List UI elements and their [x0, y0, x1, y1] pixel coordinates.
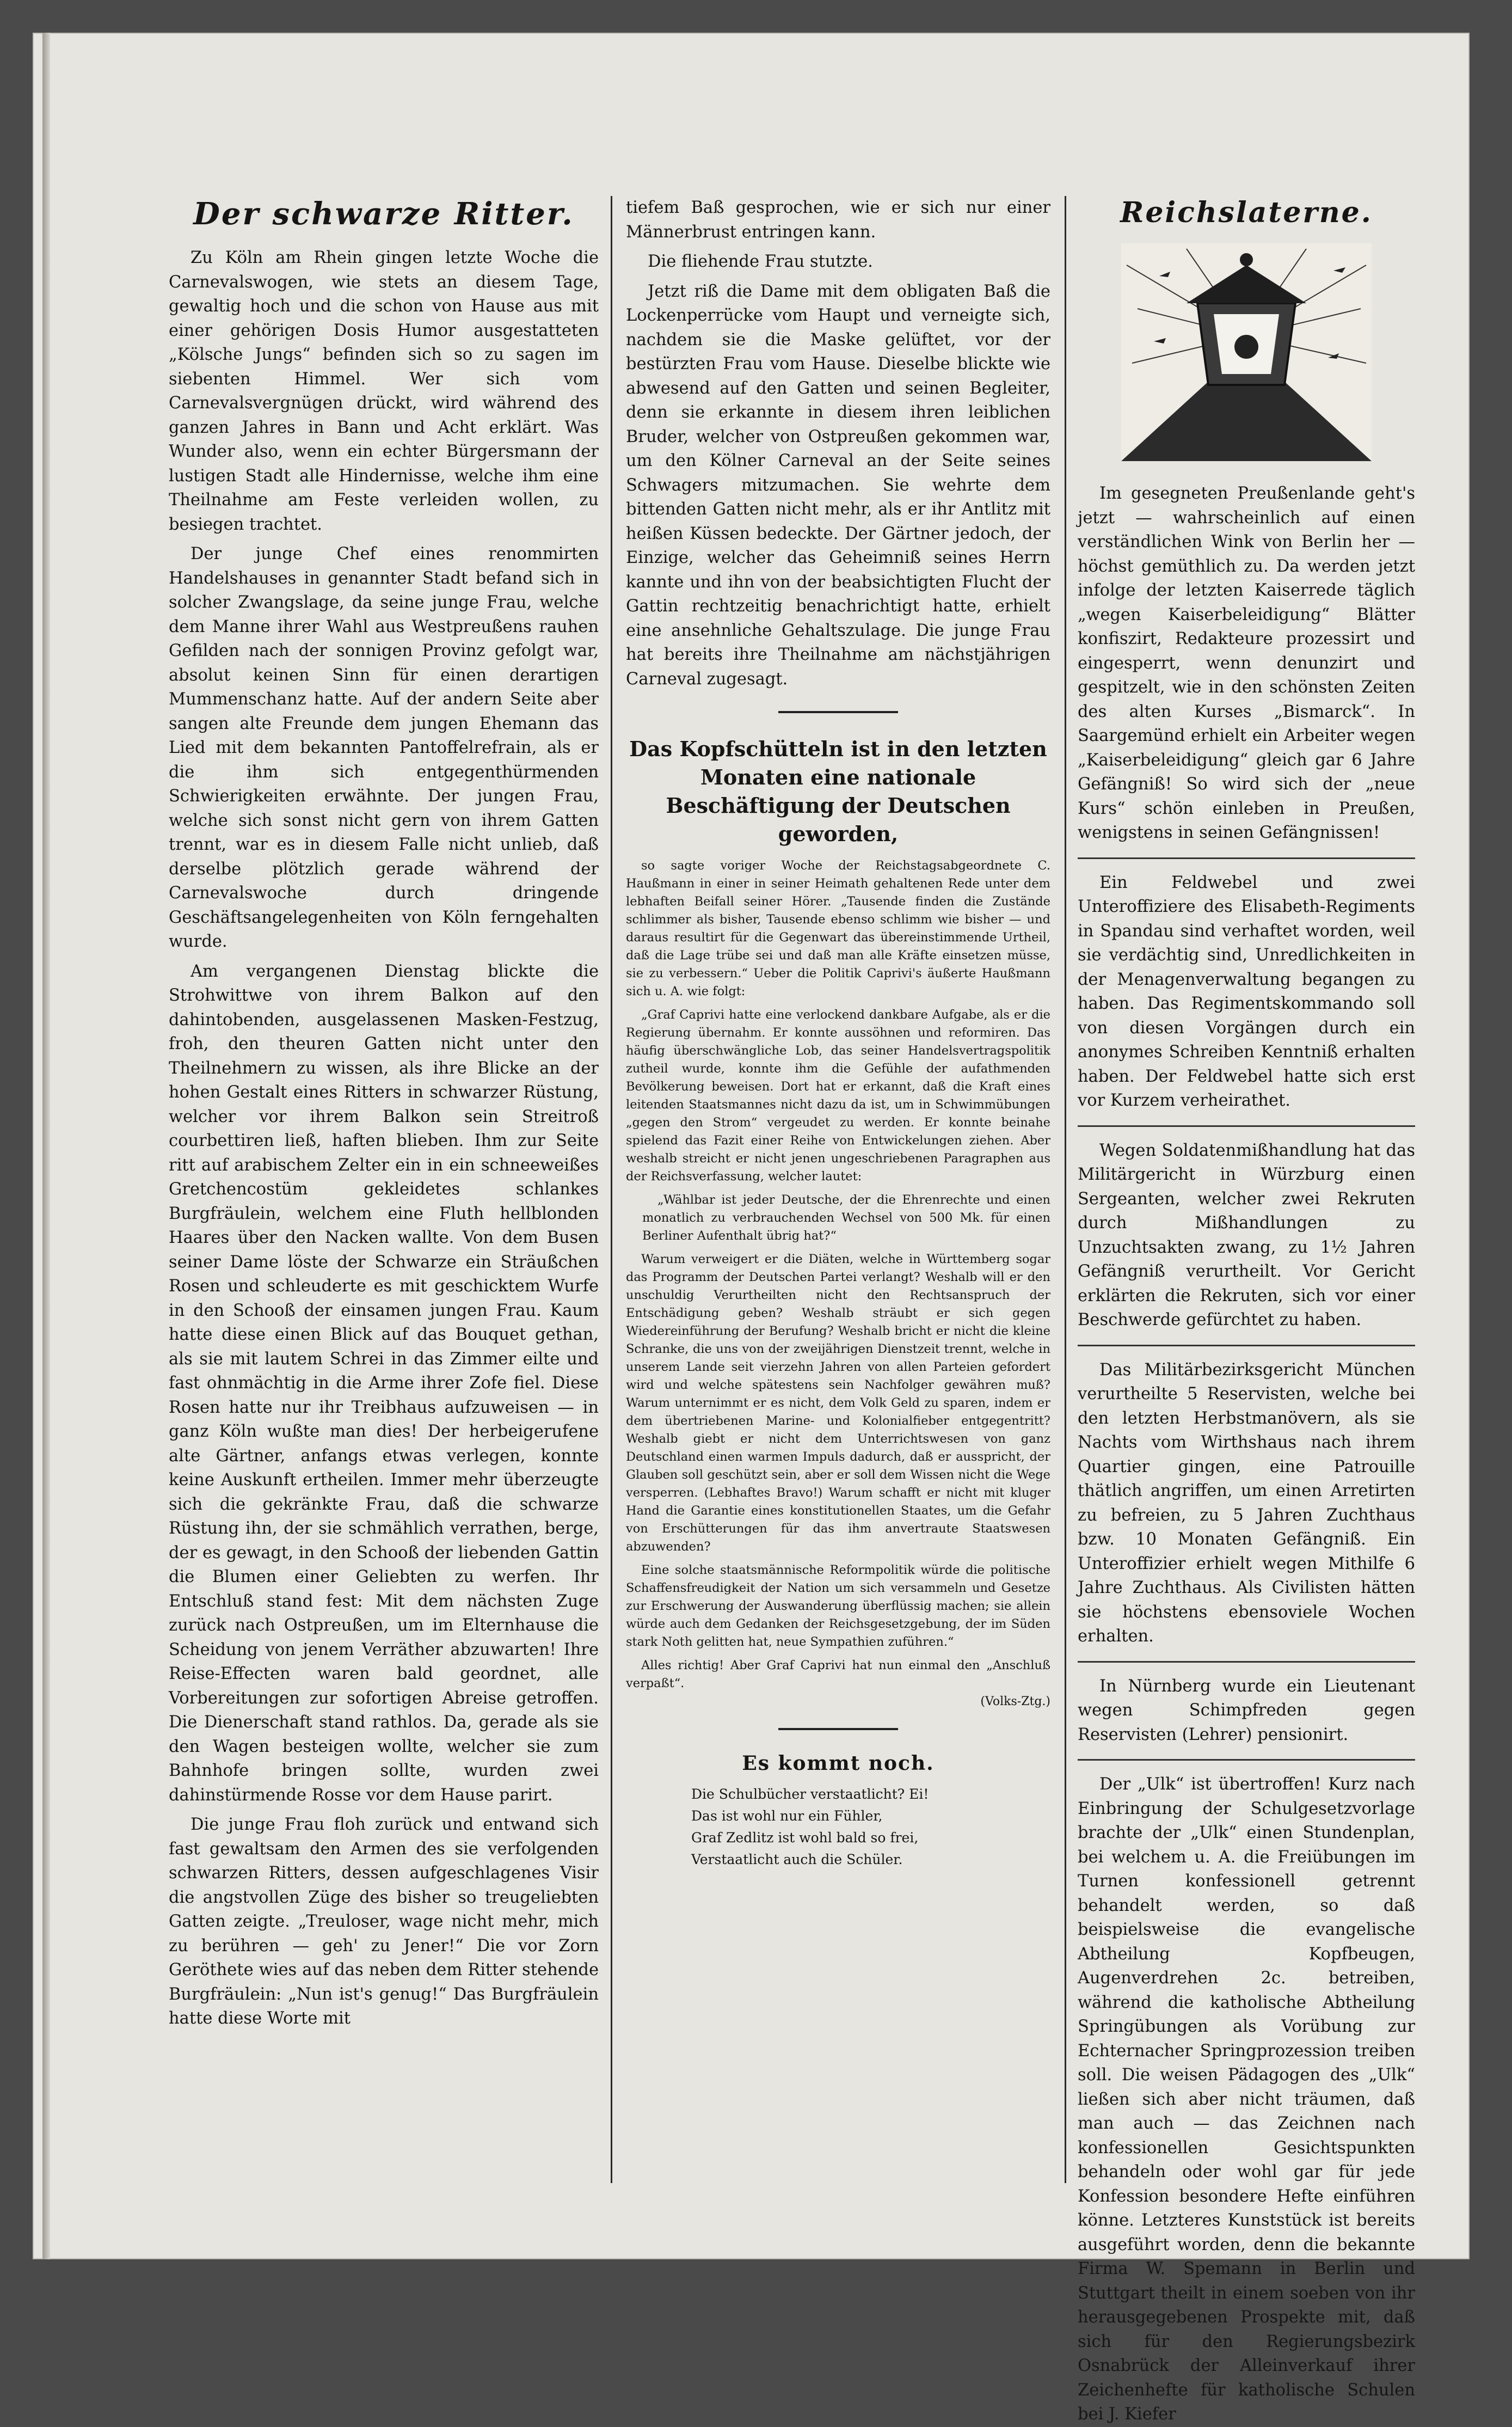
column-rule-left [611, 196, 612, 2183]
paragraph: Eine solche staatsmännische Reformpolitik würde die politische Schaffensfreudigkeit der Nation um sich versammeln und Gesetze zur Erschwerung der Auswanderung überflüssig machen; sie allein würde auch dem Gedanken der Reichsgesetzgebung, der im Süden stark Noth gelitten hat, neue Sympathien zuführen.“ [626, 1563, 1050, 1649]
section-separator [778, 711, 898, 713]
item-separator [1078, 1125, 1415, 1127]
article-kopfschuetteln [626, 857, 1050, 1708]
headline-kopfschuetteln: Das Kopfschütteln ist in den letzten Monaten eine nationale Beschäftigung der Deutschen geworden, [629, 737, 1047, 846]
paragraph: Warum verweigert er die Diäten, welche in Württemberg sogar das Programm der Deutschen Partei verlangt? Weshalb will er den unschuldig Verurtheilten nicht den Rechtsanspruch der Entschädigung geben? Weshalb sträubt er sich gegen Wiedereinführung der Berufung? Weshalb bricht er nicht die kleine Schranke, die uns von der zweijährigen Dienstzeit trennt, welche in unserem Lande seit vierzehn Jahren von allen Parteien gefordert wird und welche spätestens sein Nachfolger gewähren muß? Warum unternimmt er es nicht, dem Volk Geld zu sparen, indem er dem übertriebenen Marine- und Kolonialfieber entgegentritt? Weshalb giebt er nicht dem Unterrichtswesen von ganz Deutschland einen warmen Impuls dadurch, daß er ausspricht, der Glauben soll geschützt sein, aber er soll dem Wissen nicht die Wege versperren. (Lebhaftes Bravo!) Warum schafft er nicht mit kluger Hand die Garantie eines konstitutionellen Staates, um die Gefahr von Erschütterungen für das ihm anvertraute Staatswesen abzuwenden? [626, 1252, 1050, 1554]
paragraph: Alles richtig! Aber Graf Caprivi hat nun einmal den „Anschluß verpaßt“. [626, 1658, 1050, 1690]
poem [626, 1784, 1050, 1871]
paragraph: tiefem Baß gesprochen, wie er sich nur einer Männerbrust entringen kann. [626, 198, 1050, 242]
lantern-illustration-icon [1078, 243, 1415, 467]
paragraph: Die fliehende Frau stutzte. [648, 252, 873, 271]
paragraph: Jetzt riß die Dame mit dem obligaten Baß die Lockenperrücke vom Haupt und verneigte sich, nachdem sie die Maske gelüftet, vor der bestürzten Frau vom Hause. Dieselbe blickte wie abwesend auf den Gatten und seinen Begleiter, denn sie erkannte in diesem ihren leiblichen Bruder, welcher von Ostpreußen gekommen war, um den Kölner Carneval an der Seite seines Schwagers mitzumachen. Sie wehrte dem bittenden Gatten nicht mehr, als er ihr Antlitz mit heißen Küssen bedeckte. Der Gärtner jedoch, der Einzige, welcher das Geheimniß seines Herrn kannte und ihn von der beabsichtigten Flucht der Gattin rechtzeitig benachrichtigt hatte, erhielt eine ansehnliche Gehaltszulage. Die junge Frau hat bereits ihre Theilnahme am nächstjährigen Carneval zugesagt. [626, 281, 1050, 689]
article-title-ritter: Der schwarze Ritter. [193, 196, 574, 232]
newspaper-page [33, 33, 1470, 2424]
poem-line: Graf Zedlitz ist wohl bald so frei, [691, 1830, 919, 1846]
paragraph: Ein Feldwebel und zwei Unteroffiziere des Elisabeth-Regiments in Spandau sind verhaftet worden, weil sie verdächtig sind, Unredlichkeiten in der Menagenverwaltung begangen zu haben. Das Regimentskommando soll von diesen Vorgängen durch ein anonymes Schreiben Kenntniß erhalten haben. Der Feldwebel hatte sich erst vor Kurzem verheirathet. [1078, 873, 1415, 1110]
paragraph: Im gesegneten Preußenlande geht's jetzt — wahrscheinlich auf einen verständlichen Wink von Berlin her — höchst gemüthlich zu. Da werden jetzt infolge der letzten Kaiserrede täglich „wegen Kaiserbeleidigung“ Blätter konfiszirt, Redakteure prozessirt und eingesperrt, wenn denunzirt und gespitzelt, wie in den schönsten Zeiten des alten Kurses „Bismarck“. In Saargemünd erhielt ein Arbeiter wegen „Kaiserbeleidigung“ gleich gar 6 Jahre Gefängniß! So wird sich der „neue Kurs“ schön einleben in Preußen, wenigstens in seinen Gefängnissen! [1078, 484, 1415, 842]
paragraph: Der junge Chef eines renommirten Handelshauses in genannter Stadt befand sich in solcher Zwangslage, da seine junge Frau, welche dem Manne ihrer Wahl aus Westpreußens rauhen Gefilden nach der sonnigen Provinz gefolgt war, absolut keinen Sinn für einen derartigen Mummenschanz hatte. Auf der andern Seite aber sangen alte Freunde dem jungen Ehemann das Lied mit dem bekannten Pantoffelrefrain, als er die ihm sich entgegenthürmenden Schwierigkeiten erwähnte. Der jungen Frau, welche sich sonst nicht gern von ihrem Gatten trennt, war es in diesem Falle nicht unlieb, daß derselbe plötzlich gerade während der Carnevalswoche durch dringende Geschäftsangelegenheiten von Köln ferngehalten wurde. [169, 544, 599, 951]
poem-line: Das ist wohl nur ein Fühler, [691, 1808, 883, 1824]
right-column [1078, 196, 1415, 2424]
paragraph: Wegen Soldatenmißhandlung hat das Militärgericht in Würzburg einen Sergeanten, welcher zwei Rekruten durch Mißhandlungen zu Unzuchtsakten zwang, zu 1½ Jahren Gefängniß verurtheilt. Vor Gericht erklärten die Rekruten, sich vor einer Beschwerde gefürchtet zu haben. [1078, 1141, 1415, 1329]
item-separator [1078, 857, 1415, 859]
section-separator [778, 1728, 898, 1730]
left-column [169, 196, 599, 2183]
paragraph: „Graf Caprivi hatte eine verlockend dankbare Aufgabe, als er die Regierung übernahm. Er konnte aussöhnen und reformiren. Das häufig überschwängliche Lob, das seiner Handelsvertragspolitik zutheil wurde, konnte ihm die Gefühle der aufathmenden Bevölkerung beweisen. Dort hat er erkannt, daß die Kraft eines leitenden Staatsmannes nicht dazu da ist, um in Schwimmübungen „gegen den Strom“ vergeudet zu werden. Er konnte beinahe spielend das Fazit einer Reihe von Entwickelungen ziehen. Aber weshalb streicht er nicht jenen ungeschriebenen Paragraphen aus der Reichsverfassung, welcher lautet: [626, 1008, 1050, 1184]
quote: „Wählbar ist jeder Deutsche, der die Ehrenrechte und einen monatlich zu verbrauchenden Wechsel von 500 Mk. für einen Berliner Aufenthalt übrig hat?“ [642, 1193, 1050, 1243]
lantern-top [1240, 253, 1253, 266]
paragraph: Die junge Frau floh zurück und entwand sich fast gewaltsam den Armen des sie verfolgenden schwarzen Ritters, dessen aufgeschlagenes Visir die angstvollen Züge des bisher so treugeliebten Gatten zeigte. „Treuloser, wage nicht mehr, mich zu berühren — geh' zu Jener!“ Die vor Zorn Geröthete wies auf das neben dem Ritter stehende Burgfräulein: „Nun ist's genug!“ Das Burgfräulein hatte diese Worte mit [169, 1815, 599, 2028]
lantern-svg [1078, 243, 1415, 467]
poem-line: Verstaatlicht auch die Schüler. [691, 1852, 903, 1867]
item-separator [1078, 1661, 1415, 1663]
paragraph: Der „Ulk“ ist übertroffen! Kurz nach Einbringung der Schulgesetzvorlage brachte der „Ulk“ einen Stundenplan, bei welchem u. A. die Freiübungen im Turnen konfessionell getrennt behandelt werden, so daß beispielsweise die evangelische Abtheilung Kopfbeugen, Augenverdrehen 2c. betreiben, während die katholische Abtheilung Springübungen als Vorübung zur Echternacher Springprozession treiben soll. Die weisen Pädagogen des „Ulk“ ließen sich aber nicht träumen, daß man auch — das Zeichnen nach konfessionellen Gesichtspunkten behandeln oder wohl gar für jede Konfession besondere Hefte einführen könne. Letzteres Kunststück ist bereits ausgeführt worden, denn die bekannte Firma W. Spemann in Berlin und Stuttgart theilt in einem soeben von ihr herausgegebenen Prospekte mit, daß sich für den Regierungsbezirk Osnabrück der Alleinverkauf ihrer Zeichenhefte für katholische Schulen bei J. Kiefer [1078, 1775, 1415, 2424]
paragraph: Zu Köln am Rhein gingen letzte Woche die Carnevalswogen, wie stets an diesem Tage, gewaltig hoch und die schon von Hause aus mit einer gehörigen Dosis Humor ausgestatteten „Kölsche Jungs“ befinden sich so zu sagen im siebenten Himmel. Wer sich vom Carnevalsvergnügen drückt, wird während des ganzen Jahres in Bann und Acht erklärt. Was Wunder also, wenn ein echter Bürgersmann der lustigen Stadt alle Hindernisse, welche ihm eine Theilnahme am Feste verleiden wollen, zu besiegen trachtet. [169, 248, 599, 534]
item-separator [1078, 1759, 1415, 1761]
column-rule-right [1065, 196, 1066, 2183]
lantern-flame [1234, 335, 1258, 359]
poem-line: Die Schulbücher verstaatlicht? Ei! [691, 1786, 929, 1802]
paragraph: Am vergangenen Dienstag blickte die Strohwittwe von ihrem Balkon auf den dahintobenden, ausgelassenen Masken-Festzug, froh, den theuren Gatten nicht unter den Theilnehmern zu wissen, als ihre Blicke an der hohen Gestalt eines Ritters in schwarzer Rüstung, welcher vor ihrem Balkon sein Streitroß courbettiren ließ, haften blieben. Ihm zur Seite ritt auf arabischem Zelter ein in ein schneeweißes Gretchencostüm gekleidetes schlankes Burgfräulein, welchem eine Fluth hellblonden Haares über den Nacken wallte. Von dem Busen seiner Dame löste der Schwarze ein Sträußchen Rosen und schleuderte es mit geschicktem Wurfe in den Schooß der einsamen jungen Frau. Kaum hatte diese einen Blick auf das Bouquet gethan, als sie mit lautem Schrei in das Zimmer eilte und fast ohnmächtig in die Arme ihrer Zofe fiel. Diese Rosen hatte nur ihr Treibhaus aufzuweisen — in ganz Köln wußte man dies! Der herbeigerufene alte Gärtner, anfangs etwas verlegen, konnte keine Auskunft ertheilen. Immer mehr überzeugte sich die gekränkte Frau, daß die schwarze Rüstung ihn, der sie schmählich verrathen, berge, der es gewagt, in den Schooß der liebenden Gattin die Blumen einer Geliebten zu werfen. Ihr Entschluß stand fest: Mit dem nächsten Zuge zurück nach Ostpreußen, um im Elternhause die Scheidung von jenem Verräther abzuwarten! Ihre Reise-Effecten waren bald geordnet, alle Vorbereitungen zur sofortigen Abreise getroffen. Die Dienerschaft stand rathlos. Da, gerade als sie den Wagen besteigen wollte, welcher sie zum Bahnhofe bringen sollte, wurden zwei dahinstürmende Rosse vor dem Hause parirt. [169, 961, 599, 1805]
section-title-reichslaterne: Reichslaterne. [1120, 196, 1373, 229]
poem-title: Es kommt noch. [742, 1752, 935, 1775]
paragraph: In Nürnberg wurde ein Lieutenant wegen Schimpfreden gegen Reservisten (Lehrer) pensionirt. [1078, 1676, 1415, 1744]
item-separator [1078, 1345, 1415, 1346]
middle-column [626, 196, 1050, 2183]
paragraph: so sagte voriger Woche der Reichstagsabgeordnete C. Haußmann in einer in seiner Heimath gehaltenen Rede unter dem lebhaften Beifall seiner Hörer. „Tausende finden die Zustände schlimmer als bisher, Tausende ebenso schlimm wie bisher — und daraus resultirt für die Gegenwart das übereinstimmende Urtheil, daß die Lage trübe sei und daß man alle Kräfte einsetzen müsse, sie zu verbessern.“ Ueber die Politik Caprivi's äußerte Haußmann sich u. A. wie folgt: [626, 859, 1050, 998]
source-credit: (Volks-Ztg.) [980, 1695, 1050, 1708]
paragraph: Das Militärbezirksgericht München verurtheilte 5 Reservisten, welche bei den letzten Herbstmanövern, als sie Nachts vom Wirthshaus nach ihrem Quartier gingen, eine Patrouille thätlich angriffen, um einen Arretirten zu befreien, zu 5 Jahren Zuchthaus bzw. 10 Monaten Gefängniß. Ein Unteroffizier erhielt wegen Mithilfe 6 Jahre Zuchthaus. Als Civilisten hätten sie höchstens ebensoviele Wochen erhalten. [1078, 1360, 1415, 1646]
